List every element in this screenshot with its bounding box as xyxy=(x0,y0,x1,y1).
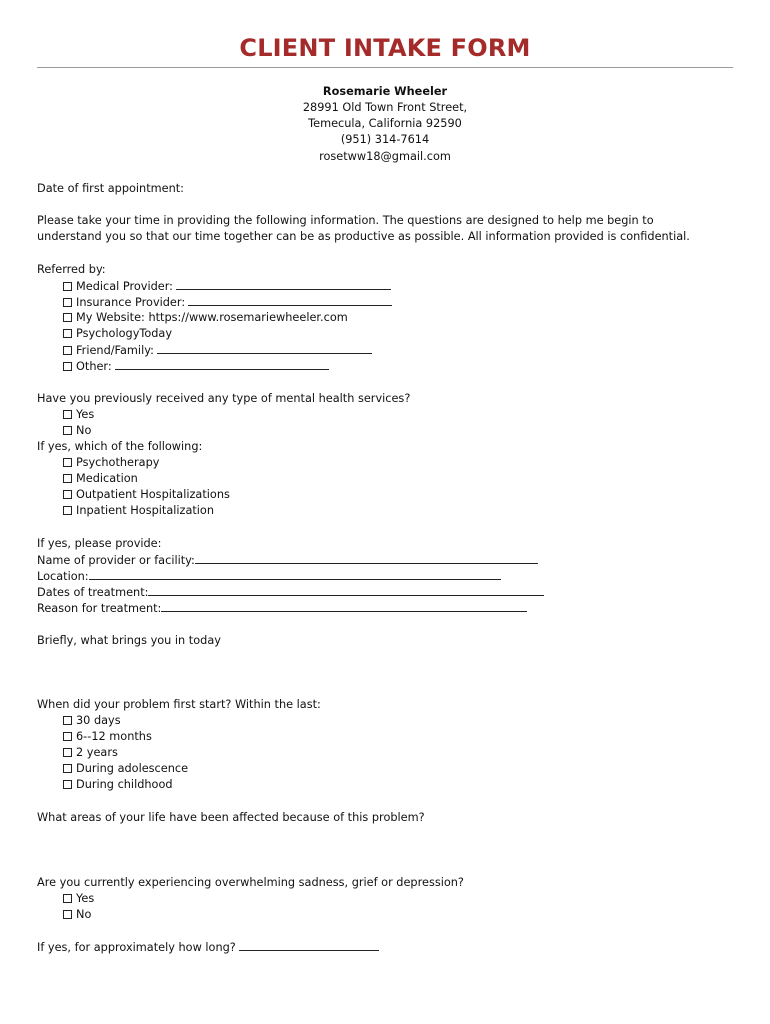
previous-services-followup: If yes, which of the following: xyxy=(37,440,203,453)
checkbox[interactable] xyxy=(63,458,72,467)
fill-in-line[interactable] xyxy=(89,569,501,580)
service-type-medication[interactable]: Medication xyxy=(63,472,138,485)
checkbox[interactable] xyxy=(63,474,72,483)
contact-phone: (951) 314-7614 xyxy=(340,133,430,146)
sadness-question: Are you currently experiencing overwhelming sadness, grief or depression? xyxy=(37,876,464,889)
problem-start-question: When did your problem first start? Within the last: xyxy=(37,698,321,711)
intro-text-line-2: understand you so that our time together can be as productive as possible. All information provided is confidential. xyxy=(37,230,690,243)
checkbox[interactable] xyxy=(63,748,72,757)
previous-services-question: Have you previously received any type of mental health services? xyxy=(37,392,411,405)
problem-start-6-12-months[interactable]: 6--12 months xyxy=(63,730,152,743)
dates-of-treatment-field[interactable]: Dates of treatment: xyxy=(37,585,544,599)
checkbox[interactable] xyxy=(63,410,72,419)
checkbox[interactable] xyxy=(63,362,72,371)
previous-services-no[interactable]: No xyxy=(63,424,91,437)
provide-details-label: If yes, please provide: xyxy=(37,537,162,550)
what-brings-you-question: Briefly, what brings you in today xyxy=(37,634,221,647)
referral-option-psychologytoday[interactable]: PsychologyToday xyxy=(63,327,172,340)
fill-in-line[interactable] xyxy=(157,343,372,354)
fill-in-line[interactable] xyxy=(161,601,527,612)
referral-option-friend-family[interactable]: Friend/Family: xyxy=(63,343,372,357)
provider-name-field[interactable]: Name of provider or facility: xyxy=(37,553,538,567)
referral-option-other[interactable]: Other: xyxy=(63,359,329,373)
problem-start-30-days[interactable]: 30 days xyxy=(63,714,121,727)
service-type-psychotherapy[interactable]: Psychotherapy xyxy=(63,456,159,469)
reason-for-treatment-field[interactable]: Reason for treatment: xyxy=(37,601,527,615)
problem-start-2-years[interactable]: 2 years xyxy=(63,746,118,759)
checkbox[interactable] xyxy=(63,313,72,322)
fill-in-line[interactable] xyxy=(176,279,391,290)
checkbox[interactable] xyxy=(63,764,72,773)
contact-city: Temecula, California 92590 xyxy=(308,117,462,130)
checkbox[interactable] xyxy=(63,780,72,789)
checkbox[interactable] xyxy=(63,506,72,515)
checkbox[interactable] xyxy=(63,298,72,307)
fill-in-line[interactable] xyxy=(115,359,329,370)
checkbox[interactable] xyxy=(63,282,72,291)
contact-street: 28991 Old Town Front Street, xyxy=(302,101,468,114)
checkbox[interactable] xyxy=(63,910,72,919)
referral-option-medical-provider[interactable]: Medical Provider: xyxy=(63,279,391,293)
location-field[interactable]: Location: xyxy=(37,569,501,583)
referred-by-label: Referred by: xyxy=(37,263,106,276)
checkbox[interactable] xyxy=(63,490,72,499)
intro-text-line-1: Please take your time in providing the following information. The questions are designed to help me begin to xyxy=(37,214,654,227)
contact-name: Rosemarie Wheeler xyxy=(322,85,448,98)
referral-option-website[interactable]: My Website: https://www.rosemariewheeler.com xyxy=(63,311,348,324)
checkbox[interactable] xyxy=(63,894,72,903)
checkbox[interactable] xyxy=(63,329,72,338)
service-type-outpatient[interactable]: Outpatient Hospitalizations xyxy=(63,488,230,501)
sadness-yes[interactable]: Yes xyxy=(63,892,94,905)
fill-in-line[interactable] xyxy=(188,295,392,306)
referral-option-insurance-provider[interactable]: Insurance Provider: xyxy=(63,295,392,309)
checkbox[interactable] xyxy=(63,716,72,725)
fill-in-line[interactable] xyxy=(195,553,538,564)
date-of-first-appointment-label: Date of first appointment: xyxy=(37,182,184,195)
fill-in-line[interactable] xyxy=(148,585,544,596)
sadness-no[interactable]: No xyxy=(63,908,91,921)
contact-email: rosetww18@gmail.com xyxy=(319,150,451,163)
how-long-field[interactable]: If yes, for approximately how long? xyxy=(37,940,379,954)
service-type-inpatient[interactable]: Inpatient Hospitalization xyxy=(63,504,214,517)
checkbox[interactable] xyxy=(63,346,72,355)
checkbox[interactable] xyxy=(63,732,72,741)
checkbox[interactable] xyxy=(63,426,72,435)
problem-start-adolescence[interactable]: During adolescence xyxy=(63,762,188,775)
form-title: CLIENT INTAKE FORM xyxy=(239,34,531,62)
previous-services-yes[interactable]: Yes xyxy=(63,408,94,421)
problem-start-childhood[interactable]: During childhood xyxy=(63,778,173,791)
fill-in-line[interactable] xyxy=(239,940,379,951)
affected-areas-question: What areas of your life have been affected because of this problem? xyxy=(37,811,425,824)
title-divider xyxy=(37,67,733,68)
